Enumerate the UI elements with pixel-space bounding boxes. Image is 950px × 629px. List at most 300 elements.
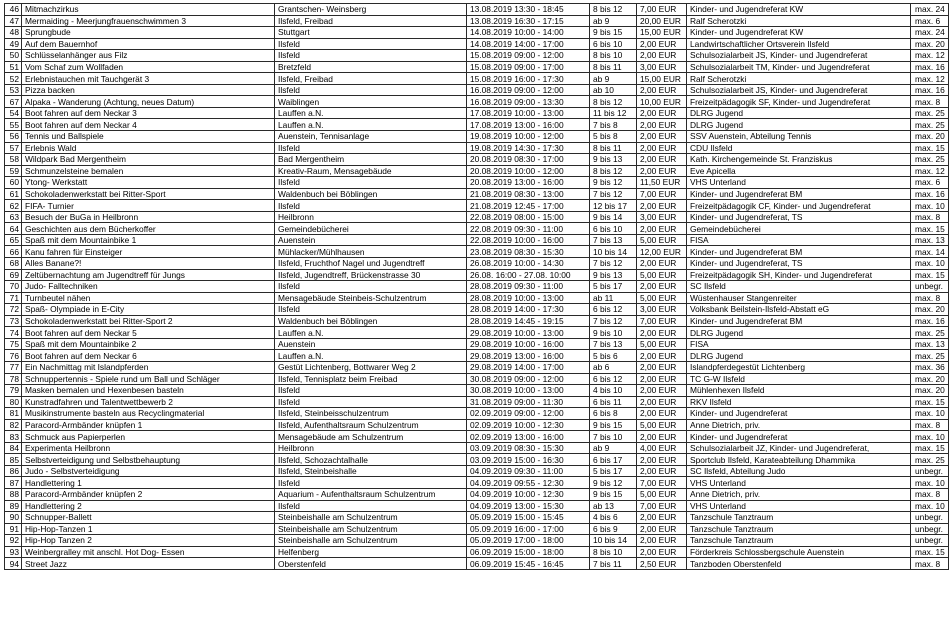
date-time: 17.08.2019 10:00 - 13:00 xyxy=(467,107,590,119)
location: Gestüt Lichtenberg, Bottwarer Weg 2 xyxy=(275,361,467,373)
activity-title: Sprungbude xyxy=(22,27,275,39)
price: 2,00 EUR xyxy=(637,465,687,477)
date-time: 04.09.2019 10:00 - 12:30 xyxy=(467,488,590,500)
activity-title: Selbstverteidigung und Selbstbehauptung xyxy=(22,454,275,466)
organizer: VHS Unterland xyxy=(687,500,911,512)
activity-title: Besuch der BuGa in Heilbronn xyxy=(22,211,275,223)
age-range: ab 9 xyxy=(590,442,637,454)
organizer: DLRG Jugend xyxy=(687,107,911,119)
age-range: 10 bis 14 xyxy=(590,246,637,258)
activity-title: Schmunzelsteine bemalen xyxy=(22,165,275,177)
table-row xyxy=(5,558,949,570)
row-number: 57 xyxy=(5,142,22,154)
price: 12,00 EUR xyxy=(637,246,687,258)
price: 7,00 EUR xyxy=(637,4,687,16)
date-time: 26.08.2019 10:00 - 14:30 xyxy=(467,258,590,270)
date-time: 22.08.2019 09:30 - 11:00 xyxy=(467,223,590,235)
organizer: Anne Dietrich, priv. xyxy=(687,419,911,431)
location: Lauffen a.N. xyxy=(275,119,467,131)
price: 2,00 EUR xyxy=(637,535,687,547)
table-row xyxy=(5,396,949,408)
age-range: 8 bis 12 xyxy=(590,96,637,108)
max-participants: max. 6 xyxy=(911,177,949,189)
max-participants: max. 25 xyxy=(911,327,949,339)
row-number: 86 xyxy=(5,465,22,477)
organizer: DLRG Jugend xyxy=(687,327,911,339)
age-range: 8 bis 11 xyxy=(590,142,637,154)
organizer: Kinder- und Jugendreferat BM xyxy=(687,246,911,258)
location: Stuttgart xyxy=(275,27,467,39)
activity-title: Street Jazz xyxy=(22,558,275,570)
price: 2,00 EUR xyxy=(637,107,687,119)
date-time: 02.09.2019 13:00 - 16:00 xyxy=(467,431,590,443)
table-row xyxy=(5,73,949,85)
age-range: 7 bis 12 xyxy=(590,315,637,327)
table-row xyxy=(5,154,949,166)
activity-title: Musikinstrumente basteln aus Recyclingmaterial xyxy=(22,408,275,420)
organizer: Kinder- und Jugendreferat xyxy=(687,431,911,443)
row-number: 92 xyxy=(5,535,22,547)
location: Bad Mergentheim xyxy=(275,154,467,166)
table-row xyxy=(5,535,949,547)
row-number: 56 xyxy=(5,131,22,143)
date-time: 20.08.2019 13:00 - 16:00 xyxy=(467,177,590,189)
location: Gemeindebücherei xyxy=(275,223,467,235)
row-number: 94 xyxy=(5,558,22,570)
location: Aquarium - Aufenthaltsraum Schulzentrum xyxy=(275,488,467,500)
location: Ilsfeld, Aufenthaltsraum Schulzentrum xyxy=(275,419,467,431)
date-time: 28.08.2019 14:45 - 19:15 xyxy=(467,315,590,327)
row-number: 85 xyxy=(5,454,22,466)
price: 2,00 EUR xyxy=(637,131,687,143)
table-row xyxy=(5,177,949,189)
row-number: 48 xyxy=(5,27,22,39)
location: Ilsfeld, Schozachtalhalle xyxy=(275,454,467,466)
max-participants: max. 20 xyxy=(911,131,949,143)
age-range: 9 bis 15 xyxy=(590,419,637,431)
organizer: Sportclub Ilsfeld, Karateabteilung Dhammika xyxy=(687,454,911,466)
price: 5,00 EUR xyxy=(637,269,687,281)
date-time: 05.09.2019 17:00 - 18:00 xyxy=(467,535,590,547)
table-row xyxy=(5,350,949,362)
row-number: 79 xyxy=(5,385,22,397)
activity-title: Handlettering 2 xyxy=(22,500,275,512)
organizer: DLRG Jugend xyxy=(687,119,911,131)
date-time: 16.08.2019 09:00 - 13:30 xyxy=(467,96,590,108)
price: 2,00 EUR xyxy=(637,373,687,385)
price: 5,00 EUR xyxy=(637,234,687,246)
date-time: 23.08.2019 08:30 - 15:30 xyxy=(467,246,590,258)
location: Ilsfeld xyxy=(275,177,467,189)
date-time: 02.09.2019 09:00 - 12:00 xyxy=(467,408,590,420)
location: Mensagebäude am Schulzentrum xyxy=(275,431,467,443)
table-row xyxy=(5,96,949,108)
organizer: Förderkreis Schlossbergschule Auenstein xyxy=(687,546,911,558)
activity-title: Ein Nachmittag mit Islandpferden xyxy=(22,361,275,373)
table-row xyxy=(5,465,949,477)
age-range: 8 bis 11 xyxy=(590,61,637,73)
row-number: 55 xyxy=(5,119,22,131)
organizer: Anne Dietrich, priv. xyxy=(687,488,911,500)
organizer: Kinder- und Jugendreferat xyxy=(687,408,911,420)
location: Auenstein xyxy=(275,234,467,246)
date-time: 14.08.2019 14:00 - 17:00 xyxy=(467,38,590,50)
age-range: 7 bis 12 xyxy=(590,188,637,200)
age-range: 11 bis 12 xyxy=(590,107,637,119)
max-participants: max. 20 xyxy=(911,373,949,385)
max-participants: unbegr. xyxy=(911,535,949,547)
max-participants: max. 25 xyxy=(911,154,949,166)
activity-title: Schnuppertennis - Spiele rund um Ball und Schläger xyxy=(22,373,275,385)
location: Ilsfeld, Freibad xyxy=(275,15,467,27)
table-row xyxy=(5,27,949,39)
organizer: Kinder- und Jugendreferat, TS xyxy=(687,211,911,223)
max-participants: max. 25 xyxy=(911,350,949,362)
row-number: 90 xyxy=(5,512,22,524)
price: 3,00 EUR xyxy=(637,304,687,316)
table-row xyxy=(5,258,949,270)
max-participants: max. 16 xyxy=(911,188,949,200)
max-participants: max. 25 xyxy=(911,119,949,131)
max-participants: max. 8 xyxy=(911,211,949,223)
price: 7,00 EUR xyxy=(637,188,687,200)
max-participants: max. 15 xyxy=(911,269,949,281)
max-participants: unbegr. xyxy=(911,523,949,535)
price: 2,00 EUR xyxy=(637,385,687,397)
age-range: 8 bis 12 xyxy=(590,4,637,16)
row-number: 46 xyxy=(5,4,22,16)
organizer: Kinder- und Jugendreferat BM xyxy=(687,188,911,200)
date-time: 17.08.2019 13:00 - 16:00 xyxy=(467,119,590,131)
date-time: 22.08.2019 10:00 - 16:00 xyxy=(467,234,590,246)
price: 2,00 EUR xyxy=(637,546,687,558)
table-row xyxy=(5,454,949,466)
activity-title: Spaß mit dem Mountainbike 1 xyxy=(22,234,275,246)
organizer: VHS Unterland xyxy=(687,477,911,489)
age-range: 8 bis 10 xyxy=(590,50,637,62)
location: Mensagebäude Steinbeis-Schulzentrum xyxy=(275,292,467,304)
max-participants: unbegr. xyxy=(911,281,949,293)
location: Kreativ-Raum, Mensagebäude xyxy=(275,165,467,177)
date-time: 15.08.2019 09:00 - 17:00 xyxy=(467,61,590,73)
row-number: 91 xyxy=(5,523,22,535)
date-time: 02.09.2019 10:00 - 12:30 xyxy=(467,419,590,431)
table-row xyxy=(5,500,949,512)
date-time: 30.08.2019 10:00 - 13:00 xyxy=(467,385,590,397)
price: 15,00 EUR xyxy=(637,73,687,85)
table-row xyxy=(5,4,949,16)
organizer: Kinder- und Jugendreferat KW xyxy=(687,4,911,16)
max-participants: max. 10 xyxy=(911,258,949,270)
date-time: 29.08.2019 14:00 - 17:00 xyxy=(467,361,590,373)
table-row xyxy=(5,107,949,119)
row-number: 64 xyxy=(5,223,22,235)
date-time: 28.08.2019 14:00 - 17:30 xyxy=(467,304,590,316)
organizer: Schulsozialarbeit JS, Kinder- und Jugendreferat xyxy=(687,84,911,96)
max-participants: max. 20 xyxy=(911,304,949,316)
organizer: CDU Ilsfeld xyxy=(687,142,911,154)
activity-title: Erlebnis Wald xyxy=(22,142,275,154)
table-row xyxy=(5,246,949,258)
organizer: Tanzschule Tanztraum xyxy=(687,535,911,547)
price: 2,00 EUR xyxy=(637,154,687,166)
age-range: 6 bis 12 xyxy=(590,304,637,316)
date-time: 28.08.2019 10:00 - 13:00 xyxy=(467,292,590,304)
table-row xyxy=(5,477,949,489)
price: 2,00 EUR xyxy=(637,223,687,235)
location: Ilsfeld xyxy=(275,50,467,62)
program-table xyxy=(4,3,949,570)
table-row xyxy=(5,223,949,235)
activity-title: Mermaiding - Meerjungfrauenschwimmen 3 xyxy=(22,15,275,27)
row-number: 52 xyxy=(5,73,22,85)
table-row xyxy=(5,488,949,500)
location: Ilsfeld xyxy=(275,385,467,397)
max-participants: max. 8 xyxy=(911,292,949,304)
price: 5,00 EUR xyxy=(637,292,687,304)
age-range: 6 bis 17 xyxy=(590,454,637,466)
table-row xyxy=(5,315,949,327)
date-time: 29.08.2019 10:00 - 13:00 xyxy=(467,327,590,339)
location: Ilsfeld xyxy=(275,477,467,489)
table-row xyxy=(5,304,949,316)
price: 20,00 EUR xyxy=(637,15,687,27)
date-time: 22.08.2019 08:00 - 15:00 xyxy=(467,211,590,223)
table-row xyxy=(5,84,949,96)
location: Auenstein, Tennisanlage xyxy=(275,131,467,143)
price: 2,00 EUR xyxy=(637,38,687,50)
price: 2,50 EUR xyxy=(637,558,687,570)
date-time: 04.09.2019 13:00 - 15:30 xyxy=(467,500,590,512)
table-row xyxy=(5,211,949,223)
price: 3,00 EUR xyxy=(637,61,687,73)
organizer: Kinder- und Jugendreferat BM xyxy=(687,315,911,327)
date-time: 06.09.2019 15:45 - 16:45 xyxy=(467,558,590,570)
organizer: Ralf Scherotzki xyxy=(687,73,911,85)
row-number: 72 xyxy=(5,304,22,316)
row-number: 73 xyxy=(5,315,22,327)
price: 2,00 EUR xyxy=(637,119,687,131)
age-range: 9 bis 14 xyxy=(590,211,637,223)
row-number: 68 xyxy=(5,258,22,270)
age-range: ab 11 xyxy=(590,292,637,304)
row-number: 82 xyxy=(5,419,22,431)
location: Lauffen a.N. xyxy=(275,107,467,119)
location: Ilsfeld xyxy=(275,84,467,96)
price: 10,00 EUR xyxy=(637,96,687,108)
table-row xyxy=(5,408,949,420)
row-number: 80 xyxy=(5,396,22,408)
price: 5,00 EUR xyxy=(637,338,687,350)
age-range: 7 bis 8 xyxy=(590,119,637,131)
activity-title: Schlüsselanhänger aus Filz xyxy=(22,50,275,62)
activity-title: Vom Schaf zum Wollfaden xyxy=(22,61,275,73)
activity-title: Schnupper-Ballett xyxy=(22,512,275,524)
table-row xyxy=(5,546,949,558)
activity-title: Kunstradfahren und Talentwettbewerb 2 xyxy=(22,396,275,408)
table-row xyxy=(5,200,949,212)
location: Mühlacker/Mühlhausen xyxy=(275,246,467,258)
organizer: Freizeitpädagogik CF, Kinder- und Jugendreferat xyxy=(687,200,911,212)
age-range: 9 bis 15 xyxy=(590,488,637,500)
row-number: 65 xyxy=(5,234,22,246)
age-range: 8 bis 12 xyxy=(590,165,637,177)
location: Heilbronn xyxy=(275,211,467,223)
price: 11,50 EUR xyxy=(637,177,687,189)
organizer: SSV Auenstein, Abteilung Tennis xyxy=(687,131,911,143)
age-range: 6 bis 10 xyxy=(590,38,637,50)
table-row xyxy=(5,50,949,62)
activity-title: Ytong- Werkstatt xyxy=(22,177,275,189)
price: 5,00 EUR xyxy=(637,419,687,431)
table-row xyxy=(5,373,949,385)
activity-title: Turnbeutel nähen xyxy=(22,292,275,304)
organizer: Gemeindebücherei xyxy=(687,223,911,235)
date-time: 16.08.2019 09:00 - 12:00 xyxy=(467,84,590,96)
age-range: 7 bis 11 xyxy=(590,558,637,570)
organizer: VHS Unterland xyxy=(687,177,911,189)
price: 7,00 EUR xyxy=(637,500,687,512)
table-row xyxy=(5,142,949,154)
age-range: 7 bis 13 xyxy=(590,338,637,350)
price: 2,00 EUR xyxy=(637,165,687,177)
activity-title: Paracord-Armbänder knüpfen 2 xyxy=(22,488,275,500)
location: Ilsfeld, Steinbeishalle xyxy=(275,465,467,477)
age-range: 9 bis 13 xyxy=(590,269,637,281)
location: Heilbronn xyxy=(275,442,467,454)
location: Ilsfeld xyxy=(275,304,467,316)
activity-title: Mitmachzirkus xyxy=(22,4,275,16)
price: 2,00 EUR xyxy=(637,84,687,96)
location: Ilsfeld xyxy=(275,142,467,154)
price: 7,00 EUR xyxy=(637,477,687,489)
table-row xyxy=(5,269,949,281)
table-row xyxy=(5,442,949,454)
row-number: 81 xyxy=(5,408,22,420)
row-number: 63 xyxy=(5,211,22,223)
max-participants: max. 16 xyxy=(911,315,949,327)
activity-title: Schokoladenwerkstatt bei Ritter-Sport xyxy=(22,188,275,200)
price: 2,00 EUR xyxy=(637,512,687,524)
price: 7,00 EUR xyxy=(637,315,687,327)
date-time: 14.08.2019 10:00 - 14:00 xyxy=(467,27,590,39)
row-number: 78 xyxy=(5,373,22,385)
location: Bretzfeld xyxy=(275,61,467,73)
max-participants: max. 8 xyxy=(911,96,949,108)
activity-title: Weinbergralley mit anschl. Hot Dog- Essen xyxy=(22,546,275,558)
age-range: 5 bis 6 xyxy=(590,350,637,362)
row-number: 60 xyxy=(5,177,22,189)
max-participants: max. 10 xyxy=(911,500,949,512)
max-participants: max. 12 xyxy=(911,165,949,177)
age-range: 6 bis 10 xyxy=(590,223,637,235)
organizer: Wüstenhauser Stangenreiter xyxy=(687,292,911,304)
date-time: 30.08.2019 09:00 - 12:00 xyxy=(467,373,590,385)
organizer: Tanzschule Tanztraum xyxy=(687,512,911,524)
max-participants: max. 8 xyxy=(911,558,949,570)
activity-title: Kanu fahren für Einsteiger xyxy=(22,246,275,258)
age-range: ab 9 xyxy=(590,73,637,85)
table-row xyxy=(5,327,949,339)
table-row xyxy=(5,119,949,131)
max-participants: max. 8 xyxy=(911,419,949,431)
location: Waldenbuch bei Böblingen xyxy=(275,315,467,327)
age-range: 9 bis 13 xyxy=(590,154,637,166)
max-participants: max. 8 xyxy=(911,488,949,500)
price: 4,00 EUR xyxy=(637,442,687,454)
organizer: FISA xyxy=(687,234,911,246)
age-range: 7 bis 12 xyxy=(590,258,637,270)
age-range: 9 bis 10 xyxy=(590,327,637,339)
activity-title: Auf dem Bauernhof xyxy=(22,38,275,50)
location: Ilsfeld xyxy=(275,396,467,408)
table-row xyxy=(5,338,949,350)
organizer: Ralf Scherotzki xyxy=(687,15,911,27)
age-range: 4 bis 10 xyxy=(590,385,637,397)
max-participants: max. 10 xyxy=(911,477,949,489)
row-number: 51 xyxy=(5,61,22,73)
price: 2,00 EUR xyxy=(637,454,687,466)
location: Waiblingen xyxy=(275,96,467,108)
price: 2,00 EUR xyxy=(637,523,687,535)
date-time: 03.09.2019 15:00 - 16:30 xyxy=(467,454,590,466)
price: 2,00 EUR xyxy=(637,50,687,62)
max-participants: max. 16 xyxy=(911,61,949,73)
age-range: 6 bis 12 xyxy=(590,373,637,385)
date-time: 29.08.2019 10:00 - 16:00 xyxy=(467,338,590,350)
date-time: 20.08.2019 08:30 - 17:00 xyxy=(467,154,590,166)
activity-title: Alles Banane?! xyxy=(22,258,275,270)
date-time: 26.08. 16:00 - 27.08. 10:00 xyxy=(467,269,590,281)
activity-title: Masken bemalen und Hexenbesen basteln xyxy=(22,385,275,397)
row-number: 67 xyxy=(5,96,22,108)
activity-title: Alpaka - Wanderung (Achtung, neues Datum) xyxy=(22,96,275,108)
age-range: 4 bis 6 xyxy=(590,512,637,524)
max-participants: unbegr. xyxy=(911,512,949,524)
activity-title: Erlebnistauchen mit Tauchgerät 3 xyxy=(22,73,275,85)
table-row xyxy=(5,431,949,443)
date-time: 13.08.2019 13:30 - 18:45 xyxy=(467,4,590,16)
row-number: 76 xyxy=(5,350,22,362)
age-range: 6 bis 11 xyxy=(590,396,637,408)
max-participants: max. 20 xyxy=(911,38,949,50)
max-participants: max. 14 xyxy=(911,246,949,258)
activity-title: Geschichten aus dem Bücherkoffer xyxy=(22,223,275,235)
date-time: 06.09.2019 15:00 - 18:00 xyxy=(467,546,590,558)
row-number: 53 xyxy=(5,84,22,96)
age-range: ab 9 xyxy=(590,15,637,27)
location: Ilsfeld, Steinbeisschulzentrum xyxy=(275,408,467,420)
location: Ilsfeld xyxy=(275,500,467,512)
max-participants: max. 10 xyxy=(911,431,949,443)
row-number: 54 xyxy=(5,107,22,119)
location: Ilsfeld, Jugendtreff, Brückenstrasse 30 xyxy=(275,269,467,281)
activity-title: Hip-Hop Tanzen 2 xyxy=(22,535,275,547)
price: 2,00 EUR xyxy=(637,350,687,362)
activity-title: Handlettering 1 xyxy=(22,477,275,489)
row-number: 47 xyxy=(5,15,22,27)
table-row xyxy=(5,361,949,373)
price: 2,00 EUR xyxy=(637,200,687,212)
table-row xyxy=(5,419,949,431)
organizer: Kath. Kirchengemeinde St. Franziskus xyxy=(687,154,911,166)
table-row xyxy=(5,38,949,50)
row-number: 87 xyxy=(5,477,22,489)
max-participants: max. 12 xyxy=(911,50,949,62)
organizer: Freizeitpädagogik SH, Kinder- und Jugendreferat xyxy=(687,269,911,281)
age-range: 5 bis 8 xyxy=(590,131,637,143)
max-participants: max. 10 xyxy=(911,200,949,212)
